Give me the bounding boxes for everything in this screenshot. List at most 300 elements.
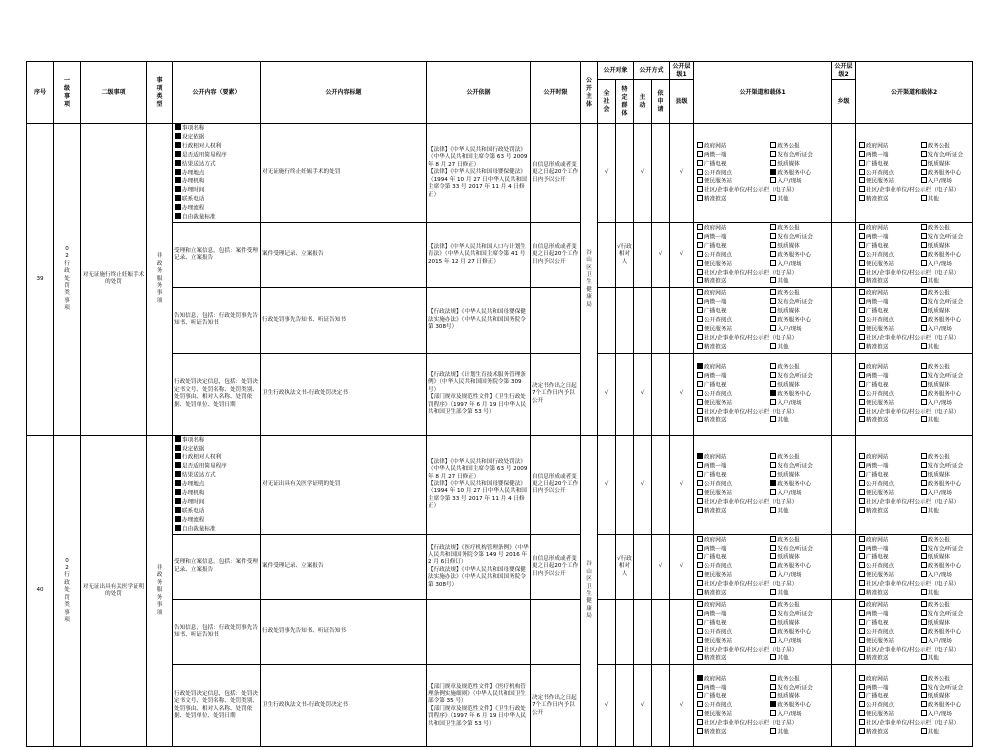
channel-option: 精准推送 xyxy=(697,507,770,516)
checkbox-icon xyxy=(859,453,865,459)
checkbox-icon xyxy=(770,571,776,577)
channel-option: 政府网站 xyxy=(697,224,770,233)
channel-option: 政务公报 xyxy=(770,675,828,684)
channel-option: 政府网站 xyxy=(859,601,921,610)
content-elements: 行政处罚决定信息，包括：处罚决定书文号、处罚名称、处罚类别、处罚事由、相对人名称、处罚依据、处罚单位、处罚日期 xyxy=(173,353,261,435)
bullet-icon xyxy=(175,525,181,531)
checkbox-icon xyxy=(697,277,703,283)
channel-option: 纸质媒体 xyxy=(921,307,969,316)
element-item: 联系电话 xyxy=(175,507,259,516)
record-lvl1-text: 02行政处罚类事项 xyxy=(64,557,70,623)
channel-option: 发布会/听证会 xyxy=(921,610,969,619)
checkbox-icon xyxy=(859,471,865,477)
target-specific xyxy=(616,288,634,353)
channel-option: 社区/企事业单位/村公示栏（电子屏） xyxy=(859,269,969,278)
channel1-options xyxy=(695,535,830,599)
target-society: √ xyxy=(598,124,616,223)
channel-option: 纸质媒体 xyxy=(921,381,969,390)
checkbox-icon xyxy=(921,242,927,248)
header-level1: 公开层级1 xyxy=(670,62,694,80)
element-item: 办理流程 xyxy=(175,204,259,213)
element-item: 是否适用简易程序 xyxy=(175,462,259,471)
channel-option: 精准推送 xyxy=(859,654,921,663)
channel-option: 政务公报 xyxy=(921,601,969,610)
record-type-text: 非政务服务事项 xyxy=(156,565,163,616)
table-row xyxy=(27,124,973,223)
channel-option: 便民服务站 xyxy=(697,325,770,334)
channel-option: 社区/企事业单位/村公示栏（电子屏） xyxy=(697,186,828,195)
checkbox-icon xyxy=(921,151,927,157)
header-lvl2: 二级事项 xyxy=(81,62,147,124)
checkbox-icon xyxy=(697,728,703,734)
checkbox-icon xyxy=(697,536,703,542)
checkbox-icon xyxy=(770,553,776,559)
channel-option: 纸质媒体 xyxy=(770,619,828,628)
bullet-icon xyxy=(175,160,181,166)
method-active xyxy=(634,599,652,664)
channel-option: 精准推送 xyxy=(859,589,921,598)
method-active xyxy=(634,288,652,353)
checkbox-icon xyxy=(697,646,703,652)
channel-option: 纸质媒体 xyxy=(921,471,969,480)
checkbox-icon xyxy=(697,325,703,331)
checkbox-icon xyxy=(770,601,776,607)
content-elements: 受理和立案信息，包括：案件受理记录、立案报告 xyxy=(173,534,261,599)
checkbox-icon xyxy=(859,480,865,486)
checkbox-icon xyxy=(697,195,703,201)
checkbox-icon xyxy=(859,601,865,607)
channel-option: 入户/现场 xyxy=(921,177,969,186)
level-town xyxy=(832,124,856,223)
level-county: √ xyxy=(670,353,694,435)
checkbox-icon xyxy=(859,637,865,643)
channel-option: 其他 xyxy=(770,277,828,286)
channel-option: 两微一端 xyxy=(697,372,770,381)
channel-option: 发布会/听证会 xyxy=(921,233,969,242)
checkbox-icon xyxy=(697,142,703,148)
channel-option: 广播电视 xyxy=(859,160,921,169)
channel-option: 政务服务中心 xyxy=(921,316,969,325)
checkbox-icon xyxy=(921,571,927,577)
checkbox-icon xyxy=(921,692,927,698)
checkbox-icon xyxy=(921,298,927,304)
channel-option: 公开查阅点 xyxy=(697,701,770,710)
channel-option: 两微一端 xyxy=(859,298,921,307)
channel1-cell xyxy=(694,435,832,534)
channel-option: 其他 xyxy=(921,728,969,737)
channel-option: 两微一端 xyxy=(859,610,921,619)
channel-option: 公开查阅点 xyxy=(859,701,921,710)
checkbox-icon xyxy=(697,628,703,634)
bullet-icon xyxy=(175,133,181,139)
element-item: 是否适用简易程序 xyxy=(175,151,259,160)
channel-option: 社区/企事业单位/村公示栏（电子屏） xyxy=(697,719,828,728)
checkbox-icon xyxy=(770,242,776,248)
target-society xyxy=(598,222,616,287)
record-lvl1 xyxy=(54,124,81,436)
channel-option: 政府网站 xyxy=(859,675,921,684)
channel-option: 入户/现场 xyxy=(921,637,969,646)
checkbox-icon xyxy=(921,471,927,477)
channel-option: 其他 xyxy=(921,343,969,352)
channel-option: 发布会/听证会 xyxy=(770,462,828,471)
checkbox-icon xyxy=(770,489,776,495)
channel-option: 政务公报 xyxy=(770,142,828,151)
checkbox-icon xyxy=(859,416,865,422)
element-item: 行政相对人权利 xyxy=(175,142,259,151)
record-type xyxy=(147,435,173,747)
channel2-options xyxy=(857,535,971,599)
bullet-icon xyxy=(175,436,181,442)
channel-option: 政务公报 xyxy=(921,453,969,462)
method-active: √ xyxy=(634,665,652,747)
channel-option: 纸质媒体 xyxy=(770,553,828,562)
channel-option: 广播电视 xyxy=(859,553,921,562)
level-town xyxy=(832,222,856,287)
checkbox-icon xyxy=(921,701,927,707)
checkbox-icon xyxy=(859,562,865,568)
checkbox-icon xyxy=(697,553,703,559)
channel1-options xyxy=(695,362,830,426)
element-item: 办理地点 xyxy=(175,169,259,178)
checkbox-icon xyxy=(770,480,776,486)
channel-option: 便民服务站 xyxy=(859,710,921,719)
checkbox-icon xyxy=(697,316,703,322)
channel-option: 社区/企事业单位/村公示栏（电子屏） xyxy=(859,408,969,417)
method-apply: √ xyxy=(652,222,670,287)
channel-option: 公开查阅点 xyxy=(697,480,770,489)
checkbox-icon xyxy=(770,307,776,313)
checkbox-icon xyxy=(859,654,865,660)
checkbox-icon xyxy=(770,684,776,690)
checkbox-icon xyxy=(859,628,865,634)
level-town xyxy=(832,353,856,435)
content-elements: 受理和立案信息，包括：案件受理记录、立案报告 xyxy=(173,222,261,287)
checkbox-icon xyxy=(697,571,703,577)
channel-option: 政务服务中心 xyxy=(921,169,969,178)
checkbox-icon xyxy=(859,186,865,192)
checkbox-icon xyxy=(859,251,865,257)
checkbox-icon xyxy=(859,269,865,275)
checkbox-icon xyxy=(921,416,927,422)
checkbox-icon xyxy=(859,399,865,405)
channel-option: 便民服务站 xyxy=(859,260,921,269)
channel-option: 便民服务站 xyxy=(697,637,770,646)
channel-option: 精准推送 xyxy=(697,277,770,286)
checkbox-icon xyxy=(770,160,776,166)
checkbox-icon xyxy=(921,480,927,486)
channel-option: 便民服务站 xyxy=(859,177,921,186)
channel-option: 两微一端 xyxy=(859,233,921,242)
checkbox-icon xyxy=(770,177,776,183)
channel-option: 两微一端 xyxy=(859,462,921,471)
content-title: 行政处罚事先告知书、听证告知书 xyxy=(261,288,427,353)
checkbox-icon xyxy=(859,363,865,369)
checkbox-icon xyxy=(770,251,776,257)
channel-option: 公开查阅点 xyxy=(859,251,921,260)
header-apply: 依申请 xyxy=(652,80,670,124)
channel-option: 政务公报 xyxy=(921,363,969,372)
disclosure-subject xyxy=(581,124,598,436)
channel-option: 两微一端 xyxy=(859,684,921,693)
checkbox-icon xyxy=(859,489,865,495)
checkbox-icon xyxy=(770,260,776,266)
channel-option: 公开查阅点 xyxy=(697,169,770,178)
header-level2: 公开层级2 xyxy=(832,62,856,80)
method-active xyxy=(634,534,652,599)
checkbox-icon xyxy=(697,654,703,660)
checkbox-icon xyxy=(697,719,703,725)
channel1-cell xyxy=(694,124,832,223)
header-active: 主动 xyxy=(634,80,652,124)
bullet-icon xyxy=(175,445,181,451)
channel-option: 纸质媒体 xyxy=(770,160,828,169)
disclosure-time: 决定书作出之日起7个工作日内予以公开 xyxy=(531,353,581,435)
checkbox-icon xyxy=(697,363,703,369)
channel-option: 政务服务中心 xyxy=(770,316,828,325)
checkbox-icon xyxy=(770,589,776,595)
record-lvl2: 对无证出具有关医学证明的处罚 xyxy=(81,435,147,747)
target-society: √ xyxy=(598,353,616,435)
checkbox-icon xyxy=(921,610,927,616)
channel-option: 两微一端 xyxy=(697,462,770,471)
checkbox-icon xyxy=(770,701,776,707)
checkbox-icon xyxy=(921,195,927,201)
channel-option: 政务服务中心 xyxy=(770,701,828,710)
record-type xyxy=(147,124,173,436)
channel2-cell xyxy=(856,222,973,287)
checkbox-icon xyxy=(921,589,927,595)
channel-option: 社区/企事业单位/村公示栏（电子屏） xyxy=(697,498,828,507)
checkbox-icon xyxy=(770,654,776,660)
channel1-cell xyxy=(694,288,832,353)
channel-option: 政府网站 xyxy=(859,289,921,298)
checkbox-icon xyxy=(770,399,776,405)
checkbox-icon xyxy=(697,177,703,183)
level-county: √ xyxy=(670,124,694,223)
checkbox-icon xyxy=(921,160,927,166)
checkbox-icon xyxy=(859,343,865,349)
checkbox-icon xyxy=(859,580,865,586)
table-header xyxy=(27,62,973,124)
disclosure-time xyxy=(531,599,581,664)
checkbox-icon xyxy=(770,637,776,643)
channel-option: 其他 xyxy=(770,343,828,352)
channel-option: 精准推送 xyxy=(697,195,770,204)
header-method: 公开方式 xyxy=(634,62,670,80)
element-item: 联系电话 xyxy=(175,195,259,204)
checkbox-icon xyxy=(770,289,776,295)
channel-option: 其他 xyxy=(921,654,969,663)
channel-option: 社区/企事业单位/村公示栏（电子屏） xyxy=(859,498,969,507)
channel-option: 两微一端 xyxy=(697,684,770,693)
bullet-icon xyxy=(175,462,181,468)
channel-option: 政府网站 xyxy=(697,363,770,372)
channel-option: 精准推送 xyxy=(859,507,921,516)
checkbox-icon xyxy=(697,307,703,313)
header-county: 县级 xyxy=(670,80,694,124)
checkbox-icon xyxy=(859,169,865,175)
channel2-cell xyxy=(856,599,973,664)
checkbox-icon xyxy=(921,562,927,568)
channel-option: 社区/企事业单位/村公示栏（电子屏） xyxy=(859,719,969,728)
channel2-cell xyxy=(856,124,973,223)
checkbox-icon xyxy=(697,260,703,266)
channel-option: 政务服务中心 xyxy=(770,562,828,571)
channel-option: 政府网站 xyxy=(859,363,921,372)
checkbox-icon xyxy=(859,381,865,387)
channel-option: 精准推送 xyxy=(859,195,921,204)
target-specific xyxy=(616,435,634,534)
checkbox-icon xyxy=(697,151,703,157)
channel-option: 纸质媒体 xyxy=(921,619,969,628)
level-county xyxy=(670,599,694,664)
checkbox-icon xyxy=(921,381,927,387)
channel2-options xyxy=(857,141,971,205)
checkbox-icon xyxy=(697,343,703,349)
checkbox-icon xyxy=(770,562,776,568)
checkbox-icon xyxy=(921,224,927,230)
checkbox-icon xyxy=(859,233,865,239)
bullet-icon xyxy=(175,498,181,504)
element-item: 事项名称 xyxy=(175,124,259,133)
bullet-icon xyxy=(175,480,181,486)
channel-option: 纸质媒体 xyxy=(921,553,969,562)
channel-option: 入户/现场 xyxy=(770,177,828,186)
checkbox-icon xyxy=(697,416,703,422)
disclosure-time xyxy=(531,288,581,353)
channel-option: 纸质媒体 xyxy=(770,471,828,480)
bullet-icon xyxy=(175,516,181,522)
channel-option: 便民服务站 xyxy=(697,489,770,498)
disclosure-basis: 【法律】《中华人民共和国人口与计划生育法》（中华人民共和国主席令第 41 号 2015 年 12 月 27 日修正） xyxy=(427,222,531,287)
header-target: 公开对象 xyxy=(598,62,634,80)
checkbox-icon xyxy=(859,277,865,283)
channel-option: 广播电视 xyxy=(697,692,770,701)
checkbox-icon xyxy=(921,343,927,349)
target-society xyxy=(598,288,616,353)
bullet-icon xyxy=(175,489,181,495)
record-lvl1-text: 02行政处罚类事项 xyxy=(64,246,70,312)
checkbox-icon xyxy=(921,654,927,660)
channel-option: 广播电视 xyxy=(697,160,770,169)
channel-option: 政务公报 xyxy=(770,536,828,545)
channel-option: 政务服务中心 xyxy=(921,628,969,637)
checkbox-icon xyxy=(697,601,703,607)
checkbox-icon xyxy=(770,416,776,422)
checkbox-icon xyxy=(697,289,703,295)
checkbox-icon xyxy=(921,177,927,183)
checkbox-icon xyxy=(770,298,776,304)
channel-option: 纸质媒体 xyxy=(770,692,828,701)
disclosure-table xyxy=(26,61,973,747)
checkbox-icon xyxy=(921,637,927,643)
checkbox-icon xyxy=(770,471,776,477)
channel2-options xyxy=(857,362,971,426)
channel-option: 政务服务中心 xyxy=(921,251,969,260)
checkbox-icon xyxy=(697,562,703,568)
checkbox-icon xyxy=(859,298,865,304)
checkbox-icon xyxy=(859,710,865,716)
checkbox-icon xyxy=(770,728,776,734)
checkbox-icon xyxy=(770,316,776,322)
channel2-cell xyxy=(856,534,973,599)
disclosure-time: 决定书作出之日起7个工作日内予以公开 xyxy=(531,665,581,747)
checkbox-icon xyxy=(697,471,703,477)
checkbox-icon xyxy=(697,269,703,275)
channel1-options xyxy=(695,600,830,664)
checkbox-icon xyxy=(921,619,927,625)
channel-option: 政府网站 xyxy=(697,601,770,610)
level-county: √ xyxy=(670,222,694,287)
checkbox-icon xyxy=(921,289,927,295)
channel-option: 发布会/听证会 xyxy=(921,298,969,307)
channel-option: 纸质媒体 xyxy=(921,160,969,169)
checkbox-icon xyxy=(770,325,776,331)
channel-option: 公开查阅点 xyxy=(859,628,921,637)
method-active: √ xyxy=(634,435,652,534)
checkbox-icon xyxy=(697,589,703,595)
checkbox-icon xyxy=(859,224,865,230)
bullet-icon xyxy=(175,453,181,459)
checkbox-icon xyxy=(697,381,703,387)
channel-option: 其他 xyxy=(770,507,828,516)
checkbox-icon xyxy=(921,728,927,734)
channel-option: 入户/现场 xyxy=(921,399,969,408)
checkbox-icon xyxy=(697,160,703,166)
channel-option: 政务服务中心 xyxy=(770,169,828,178)
checkbox-icon xyxy=(697,498,703,504)
channel-option: 政府网站 xyxy=(859,224,921,233)
checkbox-icon xyxy=(859,160,865,166)
channel-option: 公开查阅点 xyxy=(697,390,770,399)
target-specific xyxy=(616,353,634,435)
checkbox-icon xyxy=(859,289,865,295)
content-title: 卫生行政执法文书-行政处罚决定书 xyxy=(261,353,427,435)
method-apply xyxy=(652,353,670,435)
channel-option: 入户/现场 xyxy=(770,489,828,498)
target-specific: √行政相对人 xyxy=(616,534,634,599)
checkbox-icon xyxy=(697,701,703,707)
checkbox-icon xyxy=(770,343,776,349)
channel-option: 精准推送 xyxy=(697,589,770,598)
record-seq: 39 xyxy=(27,124,54,436)
checkbox-icon xyxy=(921,399,927,405)
channel-option: 发布会/听证会 xyxy=(770,233,828,242)
method-active xyxy=(634,222,652,287)
checkbox-icon xyxy=(921,142,927,148)
channel-option: 便民服务站 xyxy=(697,399,770,408)
channel1-cell xyxy=(694,222,832,287)
table-body xyxy=(27,124,973,747)
checkbox-icon xyxy=(697,619,703,625)
checkbox-icon xyxy=(921,316,927,322)
channel1-cell xyxy=(694,534,832,599)
target-society xyxy=(598,599,616,664)
table-row xyxy=(27,435,973,534)
channel-option: 政府网站 xyxy=(859,536,921,545)
channel-option: 便民服务站 xyxy=(859,489,921,498)
channel-option: 发布会/听证会 xyxy=(921,684,969,693)
checkbox-icon xyxy=(697,224,703,230)
target-specific xyxy=(616,599,634,664)
element-list xyxy=(174,124,259,222)
disclosure-basis: 【法律】《中华人民共和国行政处罚法》 （中华人民共和国主席令第 63 号 2009 年 8 月 27 日修正） 【法律】《中华人民共和国母婴保健法》 （1994 年 10 月 27 日中华人民共和国主席令第 33 号 2017 年 11 月 4 日修正） xyxy=(427,124,531,223)
checkbox-icon xyxy=(859,610,865,616)
channel-option: 政府网站 xyxy=(697,453,770,462)
channel-option: 政府网站 xyxy=(697,289,770,298)
element-item: 结果送达方式 xyxy=(175,160,259,169)
